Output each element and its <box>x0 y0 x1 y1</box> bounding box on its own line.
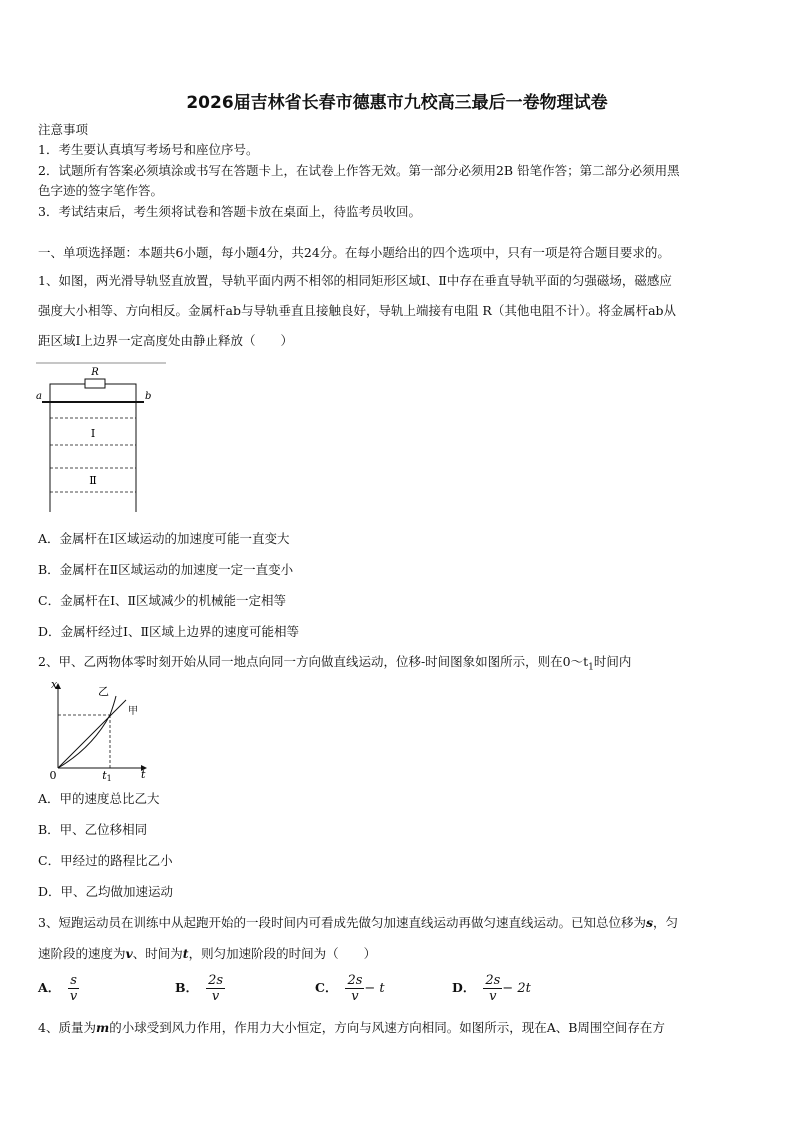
q2-stem-subscript: 1 <box>588 662 594 673</box>
y-axis-label: x <box>51 678 58 691</box>
rod-end-b-label: b <box>145 391 152 402</box>
q2-stem-part: 时间内 <box>593 654 632 669</box>
notice-item: 1．考生要认真填写考场号和座位序号。 <box>38 142 259 157</box>
q2-option-d: D．甲、乙均做加速运动 <box>38 884 174 899</box>
q3-option-d: D． $\frac{2s}{v}$ − 2t <box>452 973 531 1004</box>
page-title: 2026届吉林省长春市德惠市九校高三最后一卷物理试卷 <box>186 93 608 113</box>
q1-stem-line: 距区域Ⅰ上边界一定高度处由静止释放（ ） <box>38 333 293 348</box>
q2-option-b: B．甲、乙位移相同 <box>38 822 148 837</box>
notice-heading: 注意事项 <box>38 122 89 137</box>
x-axis-label: t <box>141 768 146 781</box>
q2-xt-graph <box>42 676 154 782</box>
series-yi-label: 乙 <box>98 685 109 698</box>
q2-stem <box>38 654 758 676</box>
origin-label: 0 <box>49 769 57 782</box>
q4-stem-line: 4、质量为m的小球受到风力作用，作用力大小恒定，方向与风速方向相同。如图所示，现在A、B周围空间存在方 <box>38 1020 665 1035</box>
t1-tick-label: t1 <box>102 769 112 782</box>
q3-option-c: C． $\frac{2s}{v}$ − t <box>315 973 385 1004</box>
q1-option-c: C．金属杆在Ⅰ、Ⅱ区域减少的机械能一定相等 <box>38 593 286 608</box>
q1-stem-line: 1、如图，两光滑导轨竖直放置，导轨平面内两不相邻的相同矩形区域Ⅰ、Ⅱ中存在垂直导轨平面的匀强磁场，磁感应 <box>38 273 672 288</box>
q3-stem-line: 速阶段的速度为v、时间为t，则匀加速阶段的时间为（ ） <box>38 946 377 961</box>
notice-item: 2．试题所有答案必须填涂或书写在答题卡上，在试卷上作答无效。第一部分必须用2B 铅笔作答；第二部分必须用黑 <box>38 163 680 178</box>
variable-t: t <box>182 946 189 961</box>
region1-label: Ⅰ <box>90 427 96 440</box>
q3-option-a: A． $\frac{s}{v}$ <box>38 973 78 1004</box>
q2-stem-part: 2、甲、乙两物体零时刻开始从同一地点向同一方向做直线运动，位移-时间图象如图所示，则在0～t <box>38 654 589 669</box>
notice-item: 色字迹的签字笔作答。 <box>38 183 164 198</box>
q2-option-a: A．甲的速度总比乙大 <box>38 791 160 806</box>
q1-option-b: B．金属杆在Ⅱ区域运动的加速度一定一直变小 <box>38 562 294 577</box>
series-jia-label: 甲 <box>128 706 138 717</box>
region2-label: Ⅱ <box>89 474 97 487</box>
resistor-label: R <box>91 367 99 378</box>
q3-option-b: B． $\frac{2s}{v}$ <box>175 973 224 1004</box>
section-heading: 一、单项选择题：本题共6小题，每小题4分，共24分。在每小题给出的四个选项中，只有一项是符合题目要求的。 <box>38 245 670 260</box>
q1-circuit-figure <box>36 362 166 514</box>
q2-option-c: C．甲经过的路程比乙小 <box>38 853 173 868</box>
series-jia-line <box>58 700 126 768</box>
q1-stem-line: 强度大小相等、方向相反。金属杆ab与导轨垂直且接触良好，导轨上端接有电阻 R（其他电阻不计）。将金属杆ab从 <box>38 303 677 318</box>
rod-end-a-label: a <box>36 391 42 402</box>
variable-s: s <box>645 915 654 930</box>
q1-option-a: A．金属杆在Ⅰ区域运动的加速度可能一直变大 <box>38 531 290 546</box>
series-yi-curve <box>58 696 116 768</box>
variable-m: m <box>95 1020 110 1035</box>
notice-item: 3．考试结束后，考生须将试卷和答题卡放在桌面上，待监考员收回。 <box>38 204 421 219</box>
q1-option-d: D．金属杆经过Ⅰ、Ⅱ区域上边界的速度可能相等 <box>38 624 299 639</box>
q3-stem-line: 3、短跑运动员在训练中从起跑开始的一段时间内可看成先做匀加速直线运动再做匀速直线运动。已知总位移为s，匀 <box>38 915 679 930</box>
variable-v: v <box>125 946 133 961</box>
